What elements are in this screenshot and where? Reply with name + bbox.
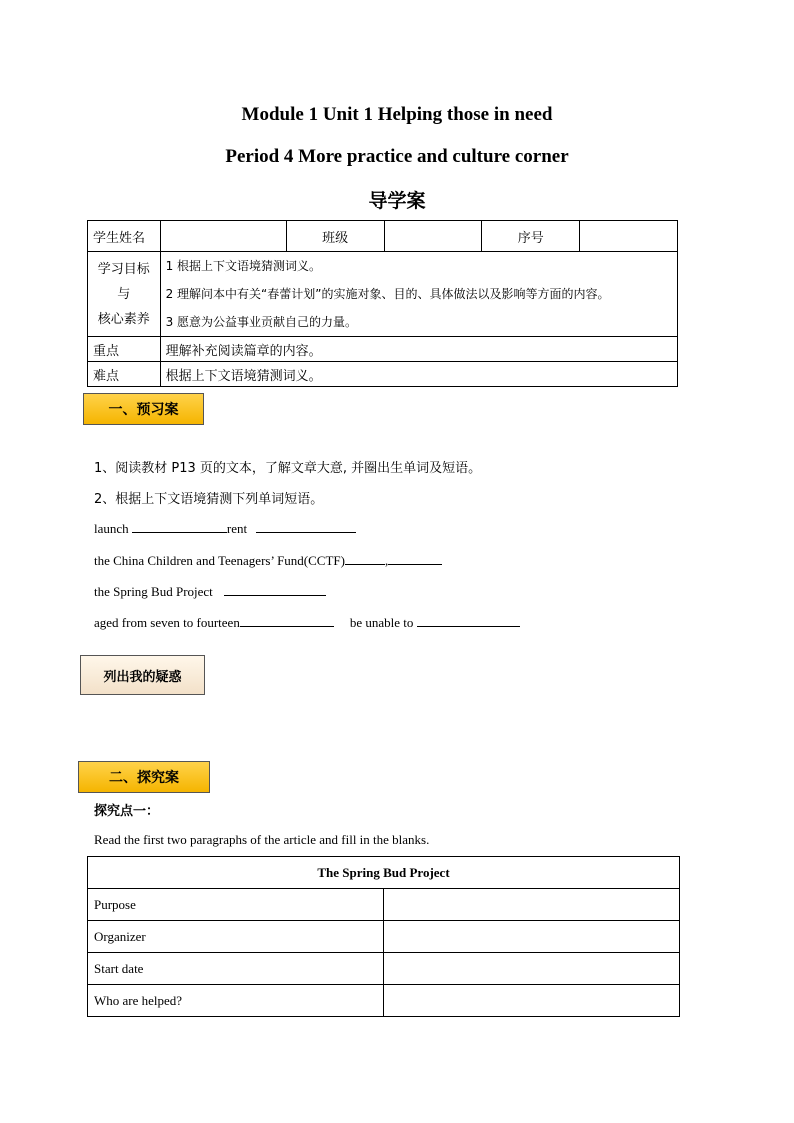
name-cell[interactable] (160, 221, 286, 252)
doubts-badge: 列出我的疑惑 (80, 655, 205, 695)
table-row (88, 953, 680, 985)
row-answer-who-helped[interactable] (384, 985, 680, 1017)
goal-item-1: 1 根据上下文语境猜测词义。 (165, 259, 322, 273)
blank-cctf-1[interactable] (345, 552, 385, 565)
table-row (88, 921, 680, 953)
preview-task-2: 2、根据上下文语境猜测下列单词短语。 (94, 492, 324, 507)
vocab-rent: rent (226, 521, 251, 536)
doc-subtitle: Period 4 More practice and culture corner (225, 146, 569, 167)
row-label-start-date: Start date (88, 953, 384, 985)
goals-label-line3: 核心素养 (97, 311, 150, 327)
explore-instruction: Read the first two paragraphs of the article and fill in the blanks. (94, 832, 430, 847)
key-label: 重点 (88, 337, 161, 362)
row-label-purpose: Purpose (88, 889, 384, 921)
goals-label-line2: 与 (117, 286, 131, 302)
blank-unable[interactable] (417, 614, 520, 627)
row-label-who-helped: Who are helped? (88, 985, 384, 1017)
vocab-aged: aged from seven to fourteen (94, 615, 240, 630)
spring-table-title: The Spring Bud Project (88, 857, 680, 889)
class-cell[interactable] (384, 221, 482, 252)
number-label: 序号 (482, 221, 580, 252)
vocab-launch: launch (94, 521, 132, 536)
row-answer-start-date[interactable] (384, 953, 680, 985)
table-row (88, 985, 680, 1017)
blank-spring-bud[interactable] (224, 583, 326, 596)
student-info-table (87, 220, 678, 387)
vocab-line-aged (94, 614, 520, 631)
number-cell[interactable] (580, 221, 678, 252)
info-row-name (88, 221, 678, 252)
spring-bud-table (87, 856, 680, 1017)
goals-label (88, 252, 161, 337)
vocab-line-cctf (94, 552, 442, 569)
goal-item-3: 3 愿意为公益事业贡献自己的力量。 (165, 315, 358, 329)
goals-text (160, 252, 677, 337)
vocab-line-launch (94, 520, 356, 537)
preview-task-1: 1、阅读教材 P13 页的文本，了解文章大意, 并圈出生单词及短语。 (94, 461, 482, 476)
vocab-cctf: the China Children and Teenagers’ Fund(CCTF) (94, 553, 345, 568)
vocab-cctf-sep: , (384, 553, 389, 568)
blank-aged[interactable] (240, 614, 334, 627)
key-text: 理解补充阅读篇章的内容。 (160, 337, 677, 362)
preview-section-badge: 一、预习案 (83, 393, 204, 425)
doc-title: Module 1 Unit 1 Helping those in need (241, 104, 553, 125)
name-label: 学生姓名 (88, 221, 161, 252)
doc-heading: 导学案 (368, 190, 426, 212)
vocab-unable: be unable to (349, 615, 417, 630)
blank-launch[interactable] (132, 520, 227, 533)
goals-label-line1: 学习目标 (97, 261, 150, 277)
difficulty-label: 难点 (88, 362, 161, 387)
row-answer-organizer[interactable] (384, 921, 680, 953)
row-answer-purpose[interactable] (384, 889, 680, 921)
blank-cctf-2[interactable] (388, 552, 442, 565)
goal-item-2: 2 理解问本中有关“春蕾计划”的实施对象、目的、具体做法以及影响等方面的内容。 (165, 287, 610, 301)
blank-rent[interactable] (256, 520, 356, 533)
info-row-key (88, 337, 678, 362)
spring-table-header (88, 857, 680, 889)
info-row-goals (88, 252, 678, 337)
vocab-spring-bud: the Spring Bud Project (94, 584, 217, 599)
table-row (88, 889, 680, 921)
difficulty-text: 根据上下文语境猜测词义。 (160, 362, 677, 387)
class-label: 班级 (286, 221, 384, 252)
explore-section-badge: 二、探究案 (78, 761, 210, 793)
explore-point-1: 探究点一： (94, 804, 160, 819)
row-label-organizer: Organizer (88, 921, 384, 953)
vocab-line-spring (94, 583, 326, 600)
info-row-difficulty (88, 362, 678, 387)
